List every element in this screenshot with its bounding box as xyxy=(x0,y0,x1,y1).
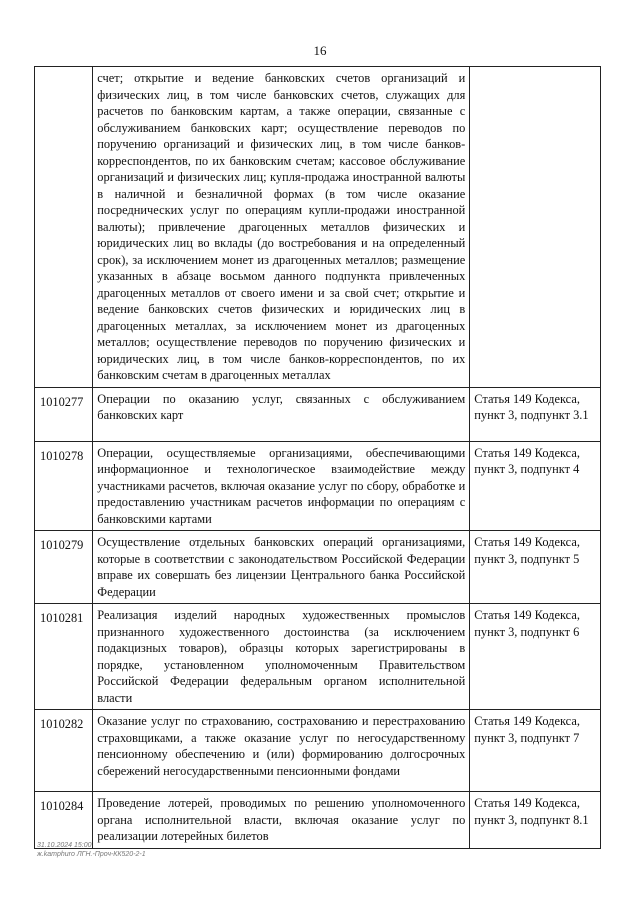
tax-code-table xyxy=(34,66,601,849)
row-description: Реализация изделий народных художественных промыслов признанного художественного достоинства (за исключением подакцизных товаров), образцы которых зарегистрированы в порядке, установленном уполномоченным Правительством Российской Федерации федеральным органом исполнительной власти xyxy=(93,604,470,710)
row-code: 1010277 xyxy=(35,387,93,441)
document-footer xyxy=(37,841,146,859)
row-description: Проведение лотерей, проводимых по решению уполномоченного органа исполнительной власти, включая оказание услуг по реализации лотерейных билетов xyxy=(93,792,470,849)
row-code: 1010279 xyxy=(35,531,93,604)
table-row xyxy=(35,67,601,388)
page-number: 16 xyxy=(313,43,327,58)
row-description: счет; открытие и ведение банковских счетов организаций и физических лиц, в том числе банковских счетов, служащих для расчетов по банковским картам, а также операции, связанные с обслуживанием банковских карт; осуществление переводов по поручению организаций и физических лиц, в том числе банков-корреспондентов, по их банковским счетам; кассовое обслуживание организаций и физических лиц; купля-продажа иностранной валюты в наличной и безналичной формах (в том числе оказание посреднических услуг по операциям купли-продажи иностранной валюты); привлечение драгоценных металлов физических и юридических лиц во вклады (до востребования и на определенный срок), за исключением монет из драгоценных металлов; размещение указанных в абзаце восьмом данного подпункта привлеченных драгоценных металлов от своего имени и за свой счет; открытие и ведение банковских счетов физических и юридических лиц в драгоценных металлах, за исключением монет из драгоценных металлов; осуществление переводов по поручению физических и юридических лиц, в том числе банков-корреспондентов, по их банковским счетам в драгоценных металлах xyxy=(93,67,470,388)
footer-document-id: ж.kamphuro ЛГН.-Проч-КК520-2-1 xyxy=(37,851,146,858)
table-row xyxy=(35,604,601,710)
row-description: Осуществление отдельных банковских операций организациями, которые в соответствии с законодательством Российской Федерации вправе их совершать без лицензии Центрального банка Российской Федерации xyxy=(93,531,470,604)
row-code xyxy=(35,67,93,388)
row-reference: Статья 149 Кодекса, пункт 3, подпункт 6 xyxy=(470,604,601,710)
row-reference: Статья 149 Кодекса, пункт 3, подпункт 5 xyxy=(470,531,601,604)
table-row xyxy=(35,441,601,531)
row-reference: Статья 149 Кодекса, пункт 3, подпункт 7 xyxy=(470,710,601,792)
row-reference: Статья 149 Кодекса, пункт 3, подпункт 4 xyxy=(470,441,601,531)
row-description: Операции, осуществляемые организациями, обеспечивающими информационное и технологическое взаимодействие между участниками расчетов, включая оказание услуг по сбору, обработке и предоставлению участникам расчетов информации по операциям с банковскими картами xyxy=(93,441,470,531)
row-reference: Статья 149 Кодекса, пункт 3, подпункт 8.1 xyxy=(470,792,601,849)
row-code: 1010278 xyxy=(35,441,93,531)
table-row xyxy=(35,792,601,849)
table-row xyxy=(35,531,601,604)
row-reference: Статья 149 Кодекса, пункт 3, подпункт 3.1 xyxy=(470,387,601,441)
row-description: Операции по оказанию услуг, связанных с обслуживанием банковских карт xyxy=(93,387,470,441)
row-description: Оказание услуг по страхованию, сострахованию и перестрахованию страховщиками, а также оказание услуг по негосударственному пенсионному обеспечению и (или) формированию долгосрочных сбережений негосударственными пенсионными фондами xyxy=(93,710,470,792)
footer-timestamp: 31.10.2024 15:00 xyxy=(37,842,92,849)
row-code: 1010282 xyxy=(35,710,93,792)
row-reference xyxy=(470,67,601,388)
table-row xyxy=(35,710,601,792)
table-row xyxy=(35,387,601,441)
row-code: 1010281 xyxy=(35,604,93,710)
row-code: 1010284 xyxy=(35,792,93,849)
